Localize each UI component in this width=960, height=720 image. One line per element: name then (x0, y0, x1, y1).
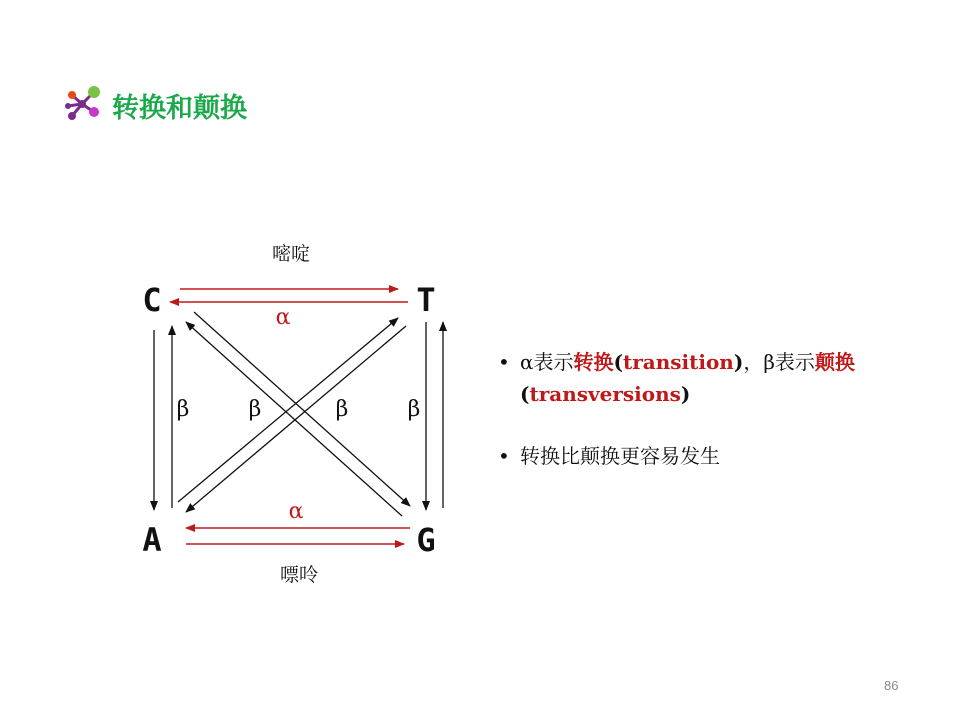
bullet-dot-icon: • (498, 444, 510, 468)
transversion-english: transversions (529, 382, 681, 406)
beta-right-label: β (407, 397, 421, 422)
slide-title: 转换和颠换 (112, 93, 247, 124)
paren-close: ) (680, 382, 691, 406)
transition-english: transition (622, 350, 734, 374)
alpha-symbol: α (520, 350, 534, 374)
beta-symbol: β (763, 350, 775, 374)
beta-definition-text: 表示 (774, 350, 815, 374)
pyrimidine-label: 嘧啶 (271, 243, 311, 265)
bullet-frequency-text: 转换比颠换更容易发生 (520, 444, 720, 468)
bullet-dot-icon: • (498, 350, 510, 374)
alpha-bottom-label: α (288, 499, 304, 524)
bullet-definition (498, 346, 938, 410)
arrow-a-to-t (178, 318, 398, 502)
beta-diag-right-label: β (335, 397, 349, 422)
arrow-g-to-c (186, 322, 402, 516)
transition-term: 转换 (573, 350, 614, 374)
nucleotide-a: A (142, 521, 162, 559)
nucleotide-g: G (416, 521, 436, 559)
transversion-term: 颠换 (814, 350, 855, 374)
nucleotide-t: T (416, 281, 436, 319)
beta-left-label: β (176, 397, 190, 422)
beta-diag-left-label: β (248, 397, 262, 422)
paren-open: ( (520, 382, 530, 406)
alpha-top-label: α (275, 305, 291, 330)
paren-close: ) (733, 350, 744, 374)
page-number: 86 (884, 678, 899, 693)
separator: ， (743, 350, 764, 374)
paren-open: ( (613, 350, 623, 374)
purine-label: 嘌呤 (279, 564, 319, 586)
bullet-frequency (498, 440, 938, 472)
bullet-list (498, 346, 938, 502)
arrow-t-to-a (186, 326, 406, 512)
arrow-c-to-g (194, 312, 410, 506)
alpha-definition-text: 表示 (533, 350, 574, 374)
nucleotide-c: C (142, 281, 162, 319)
